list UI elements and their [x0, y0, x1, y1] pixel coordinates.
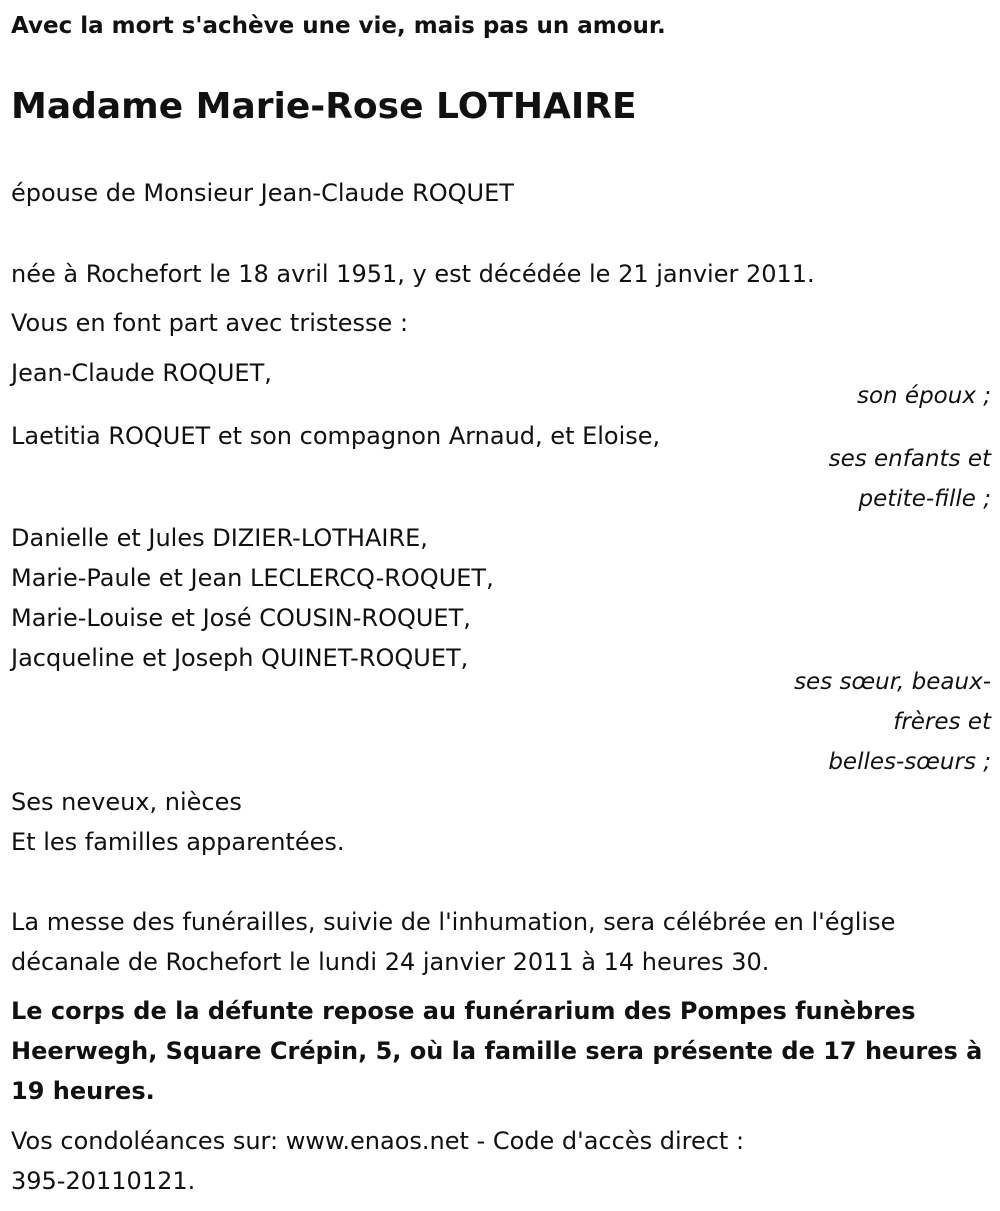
mourner-spouse-name: Jean-Claude ROQUET, — [11, 359, 272, 387]
nephews-line: Ses neveux, nièces — [11, 788, 242, 816]
repose-text-line: Heerwegh, Square Crépin, 5, où la famille sera présente de 17 heures à — [11, 1037, 983, 1065]
funeral-text-line: La messe des funérailles, suivie de l'inhumation, sera célébrée en l'église — [11, 908, 896, 936]
mourner-children-names: Laetitia ROQUET et son compagnon Arnaud, et Eloise, — [11, 422, 661, 450]
sibling-line: Jacqueline et Joseph QUINET-ROQUET, — [11, 644, 469, 672]
repose-text-line: 19 heures. — [11, 1077, 155, 1105]
mourner-children-role — [829, 439, 991, 519]
mourner-siblings-role — [794, 662, 991, 782]
announcement-intro: Vous en font part avec tristesse : — [11, 309, 409, 337]
role-line: petite-fille ; — [858, 486, 991, 512]
condolences-text-line: Vos condoléances sur: www.enaos.net - Code d'accès direct : — [11, 1127, 745, 1155]
motto-heading: Avec la mort s'achève une vie, mais pas un amour. — [11, 13, 666, 39]
sibling-line: Marie-Paule et Jean LECLERCQ-ROQUET, — [11, 564, 494, 592]
deceased-name: Madame Marie-Rose LOTHAIRE — [11, 86, 637, 127]
mourner-spouse-role: son époux ; — [856, 383, 991, 409]
role-line: ses sœur, beaux- — [794, 669, 991, 695]
birth-death-line: née à Rochefort le 18 avril 1951, y est décédée le 21 janvier 2011. — [11, 260, 815, 288]
condolences-text-line: 395-20110121. — [11, 1167, 196, 1195]
families-line: Et les familles apparentées. — [11, 828, 345, 856]
sibling-line: Danielle et Jules DIZIER-LOTHAIRE, — [11, 524, 428, 552]
role-line: belles-sœurs ; — [828, 749, 991, 775]
sibling-line: Marie-Louise et José COUSIN-ROQUET, — [11, 604, 471, 632]
funeral-text-line: décanale de Rochefort le lundi 24 janvier 2011 à 14 heures 30. — [11, 948, 770, 976]
spouse-line: épouse de Monsieur Jean-Claude ROQUET — [11, 179, 514, 207]
role-line: ses enfants et — [828, 446, 991, 472]
obituary-notice — [11, 0, 991, 1211]
repose-text-line: Le corps de la défunte repose au funérarium des Pompes funèbres — [11, 997, 916, 1025]
role-line: frères et — [893, 709, 991, 735]
